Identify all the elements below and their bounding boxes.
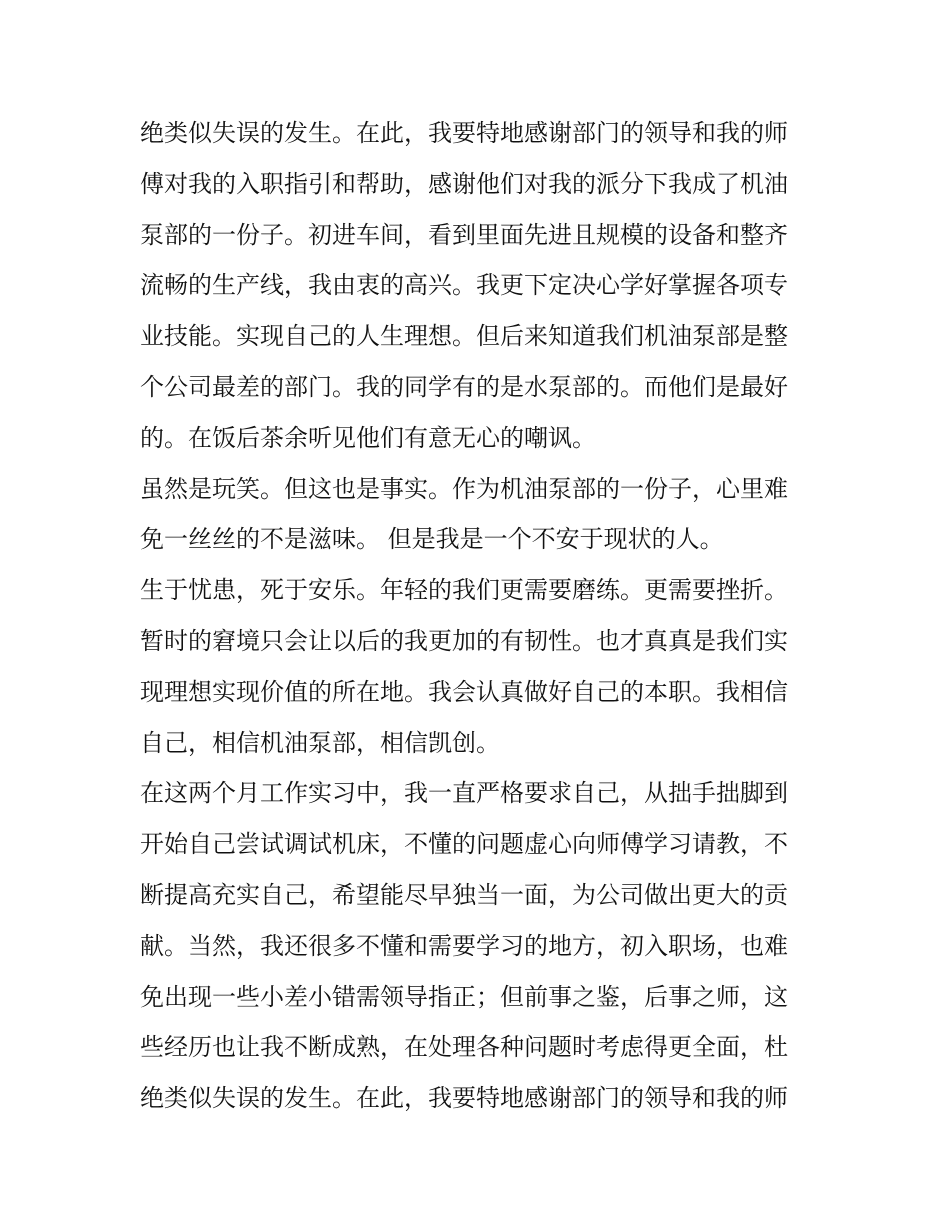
text-line: 些经历也让我不断成熟，在处理各种问题时考虑得更全面，杜 — [140, 1033, 788, 1062]
document-body-text — [140, 108, 812, 1124]
text-line: 生于忧患，死于安乐。年轻的我们更需要磨练。更需要挫折。 — [140, 576, 788, 605]
text-line: 在这两个月工作实习中，我一直严格要求自己，从拙手拙脚到 — [140, 779, 788, 808]
text-line: 虽然是玩笑。但这也是事实。作为机油泵部的一份子，心里难 — [140, 474, 788, 503]
text-line: 个公司最差的部门。我的同学有的是水泵部的。而他们是最好 — [140, 372, 788, 401]
text-line: 绝类似失误的发生。在此，我要特地感谢部门的领导和我的师 — [140, 119, 788, 147]
text-line: 开始自己尝试调试机床，不懂的问题虚心向师傅学习请教，不 — [140, 830, 788, 859]
text-line: 绝类似失误的发生。在此，我要特地感谢部门的领导和我的师 — [140, 1084, 788, 1113]
text-line: 现理想实现价值的所在地。我会认真做好自己的本职。我相信 — [140, 677, 788, 706]
text-line: 免一丝丝的不是滋味。 但是我是一个不安于现状的人。 — [140, 525, 724, 554]
text-line: 傅对我的入职指引和帮助，感谢他们对我的派分下我成了机油 — [140, 169, 788, 198]
text-line: 自己，相信机油泵部，相信凯创。 — [140, 728, 500, 757]
text-line: 献。当然，我还很多不懂和需要学习的地方，初入职场，也难 — [140, 931, 788, 960]
text-line: 的。在饭后茶余听见他们有意无心的嘲讽。 — [140, 423, 596, 452]
text-line: 泵部的一份子。初进车间，看到里面先进且规模的设备和整齐 — [140, 220, 788, 249]
text-line: 业技能。实现自己的人生理想。但后来知道我们机油泵部是整 — [140, 322, 788, 351]
text-line: 断提高充实自己，希望能尽早独当一面，为公司做出更大的贡 — [140, 880, 788, 909]
text-line: 流畅的生产线，我由衷的高兴。我更下定决心学好掌握各项专 — [140, 271, 788, 300]
text-line: 免出现一些小差小错需领导指正；但前事之鉴，后事之师，这 — [140, 982, 788, 1011]
text-line: 暂时的窘境只会让以后的我更加的有韧性。也才真真是我们实 — [140, 626, 788, 655]
